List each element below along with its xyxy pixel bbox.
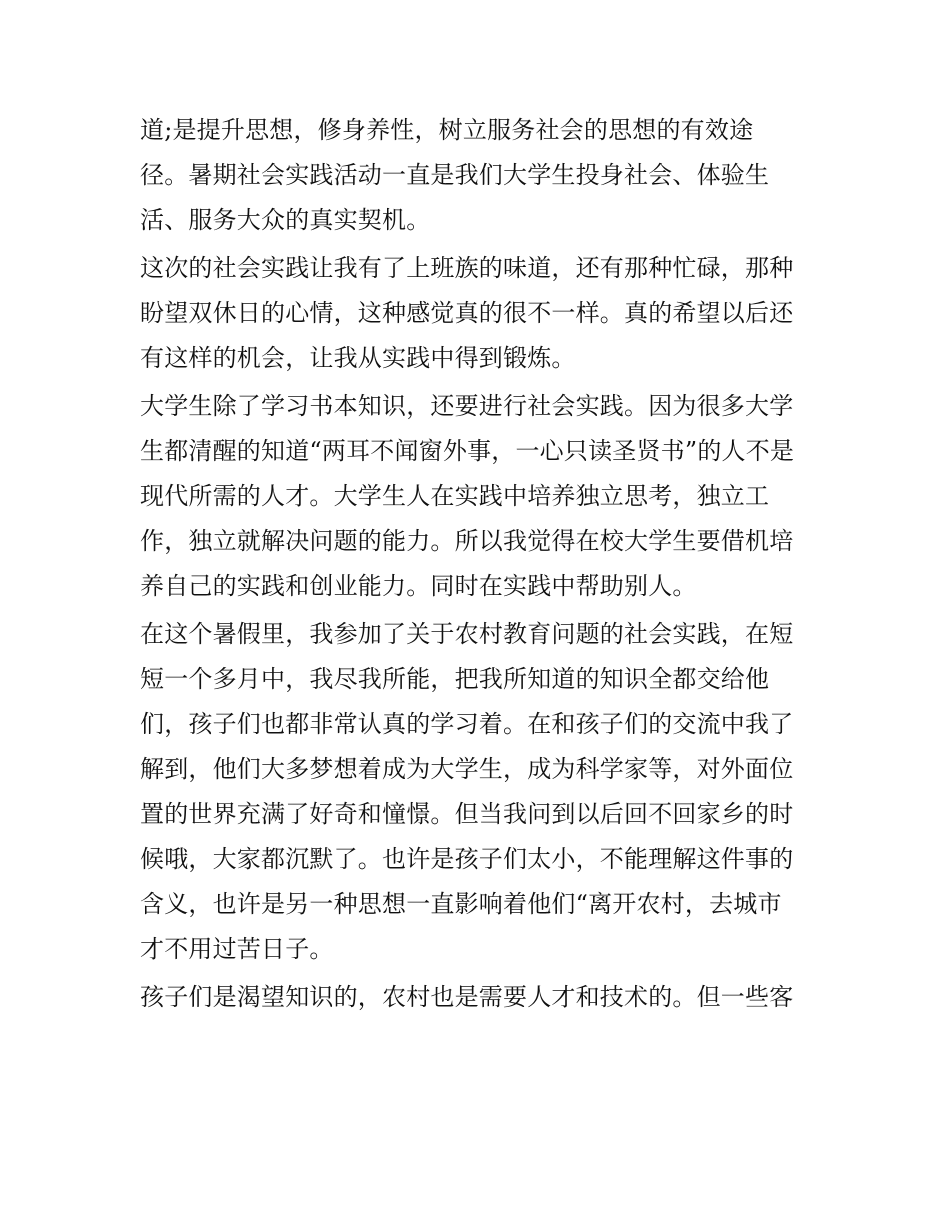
- text-line: 含义，也许是另一种思想一直影响着他们“离开农村，去城市: [140, 890, 782, 918]
- text-line: 活、服务大众的真实契机。: [140, 206, 431, 234]
- text-line: 短一个多月中，我尽我所能，把我所知道的知识全都交给他: [140, 665, 770, 693]
- text-line: 生都清醒的知道“两耳不闻窗外事，一心只读圣贤书”的人不是: [140, 437, 795, 465]
- text-line: 道;是提升思想，修身养性，树立服务社会的思想的有效途: [140, 116, 754, 144]
- text-line: 解到，他们大多梦想着成为大学生，成为科学家等，对外面位: [140, 755, 794, 783]
- paragraph-start-line: 在这个暑假里，我参加了关于农村教育问题的社会实践，在短: [140, 620, 794, 648]
- document-body: [140, 108, 820, 1020]
- text-line: 们，孩子们也都非常认真的学习着。在和孩子们的交流中我了: [140, 710, 794, 738]
- text-line: 养自己的实践和创业能力。同时在实践中帮助别人。: [140, 572, 697, 600]
- text-line: 径。暑期社会实践活动一直是我们大学生投身社会、体验生: [140, 161, 770, 189]
- text-line: 作，独立就解决问题的能力。所以我觉得在校大学生要借机培: [140, 527, 794, 555]
- text-line: 现代所需的人才。大学生人在实践中培养独立思考，独立工: [140, 482, 770, 510]
- text-line: 有这样的机会，让我从实践中得到锻炼。: [140, 344, 576, 372]
- text-line: 候哦，大家都沉默了。也许是孩子们太小，不能理解这件事的: [140, 845, 794, 873]
- text-line: 盼望双休日的心情，这种感觉真的很不一样。真的希望以后还: [140, 299, 794, 327]
- paragraph-start-line: 孩子们是渴望知识的，农村也是需要人才和技术的。但一些客: [140, 983, 794, 1011]
- paragraph-start-line: 这次的社会实践让我有了上班族的味道，还有那种忙碌，那种: [140, 254, 794, 282]
- text-line: 才不用过苦日子。: [140, 935, 334, 963]
- paragraph-start-line: 大学生除了学习书本知识，还要进行社会实践。因为很多大学: [140, 392, 794, 420]
- text-line: 置的世界充满了好奇和憧憬。但当我问到以后回不回家乡的时: [140, 800, 794, 828]
